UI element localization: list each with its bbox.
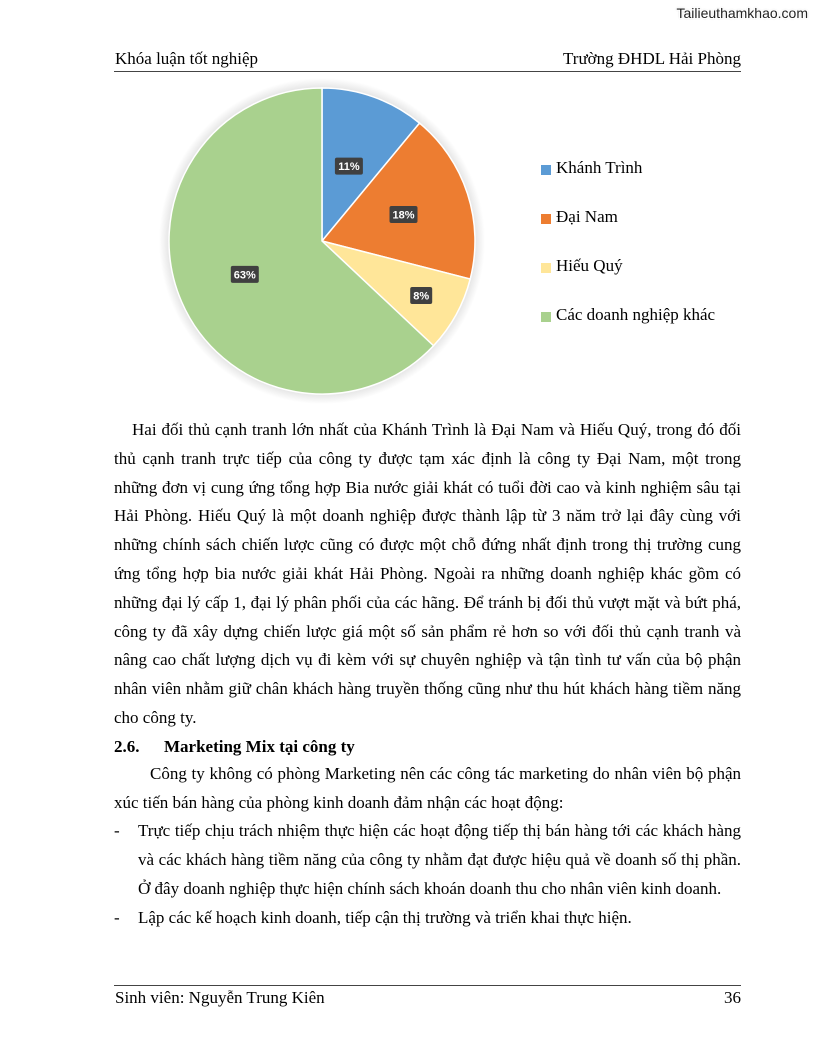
legend-swatch xyxy=(541,312,551,322)
section-title: Marketing Mix tại công ty xyxy=(164,736,355,756)
section-number: 2.6. xyxy=(114,736,140,756)
paragraph-marketing: Công ty không có phòng Marketing nên các công tác marketing do nhân viên bộ phận xúc tiến bán hàng của phòng kinh doanh đảm nhận các hoạt động: xyxy=(114,763,741,812)
header-university: Trường ĐHDL Hải Phòng xyxy=(563,49,741,68)
data-label-2 xyxy=(390,206,418,223)
data-label-text: 8% xyxy=(413,290,430,303)
page-footer xyxy=(114,985,741,1012)
page-header xyxy=(114,49,741,72)
body-text xyxy=(114,416,741,933)
paragraph-competitors: Hai đối thủ cạnh tranh lớn nhất của Khánh Trình là Đại Nam và Hiếu Quý, trong đó đối thủ cạnh tranh trực tiếp của công ty được tạm xác định là công ty Đại Nam, một trong những đơn vị cung ứng tổng hợp Bia nước giải khát có tuổi đời cao và kinh nghiệm sâu tại Hải Phòng. Hiếu Quý là một doanh nghiệp được thành lập từ 3 năm trở lại đây cùng với những chính sách chiến lược cũng có được một chỗ đứng nhất định trong thị trường cung ứng tổng hợp bia nước giải khát Hải Phòng. Ngoài ra những doanh nghiệp khác gồm có những đại lý cấp 1, đại lý phân phối của các hãng. Để tránh bị đối thủ vượt mặt và bứt phá, công ty đã xây dựng chiến lược giá một số sản phẩm rẻ hơn so với đối thủ cạnh tranh và nâng cao chất lượng dịch vụ đi kèm với sự chuyên nghiệp và tận tình tư vấn của bộ phận nhân viên nhằm giữ chân khách hàng truyền thống cũng như thu hút khách hàng tiềm năng cho công ty. xyxy=(114,420,741,727)
legend-label: Hiếu Quý xyxy=(556,256,623,275)
section-heading xyxy=(114,733,741,760)
legend-label: Đại Nam xyxy=(556,207,618,226)
bullet-text: Trực tiếp chịu trách nhiệm thực hiện các hoạt động tiếp thị bán hàng tới các khách hàng và các khách hàng tiềm năng của công ty nhằm đạt được hiệu quả về doanh số thị phần. Ở đây doanh nghiệp thực hiện chính sách khoán doanh thu cho nhân viên kinh doanh. xyxy=(138,821,741,898)
bullet-item xyxy=(114,817,741,903)
data-label-1 xyxy=(335,158,363,175)
data-label-3 xyxy=(410,287,432,304)
footer-student-name: Sinh viên: Nguyễn Trung Kiên xyxy=(115,988,325,1007)
legend-swatch xyxy=(541,165,551,175)
page-number: 36 xyxy=(724,988,741,1007)
bullet-dash: - xyxy=(114,821,120,841)
data-label-4 xyxy=(231,266,259,283)
bullet-dash: - xyxy=(114,907,120,927)
bullet-item xyxy=(114,904,741,933)
data-label-text: 63% xyxy=(233,269,256,282)
legend-label: Các doanh nghiệp khác xyxy=(556,305,716,324)
legend-label: Khánh Trình xyxy=(556,158,643,177)
data-label-text: 18% xyxy=(392,209,415,222)
header-thesis-label: Khóa luận tốt nghiệp xyxy=(115,49,259,68)
data-label-text: 11% xyxy=(338,161,360,174)
watermark: Tailieuthamkhao.com xyxy=(676,5,808,21)
legend-swatch xyxy=(541,214,551,224)
legend-swatch xyxy=(541,263,551,273)
pie-chart xyxy=(155,76,489,406)
bullet-text: Lập các kế hoạch kinh doanh, tiếp cận thị trường và triển khai thực hiện. xyxy=(138,907,632,927)
